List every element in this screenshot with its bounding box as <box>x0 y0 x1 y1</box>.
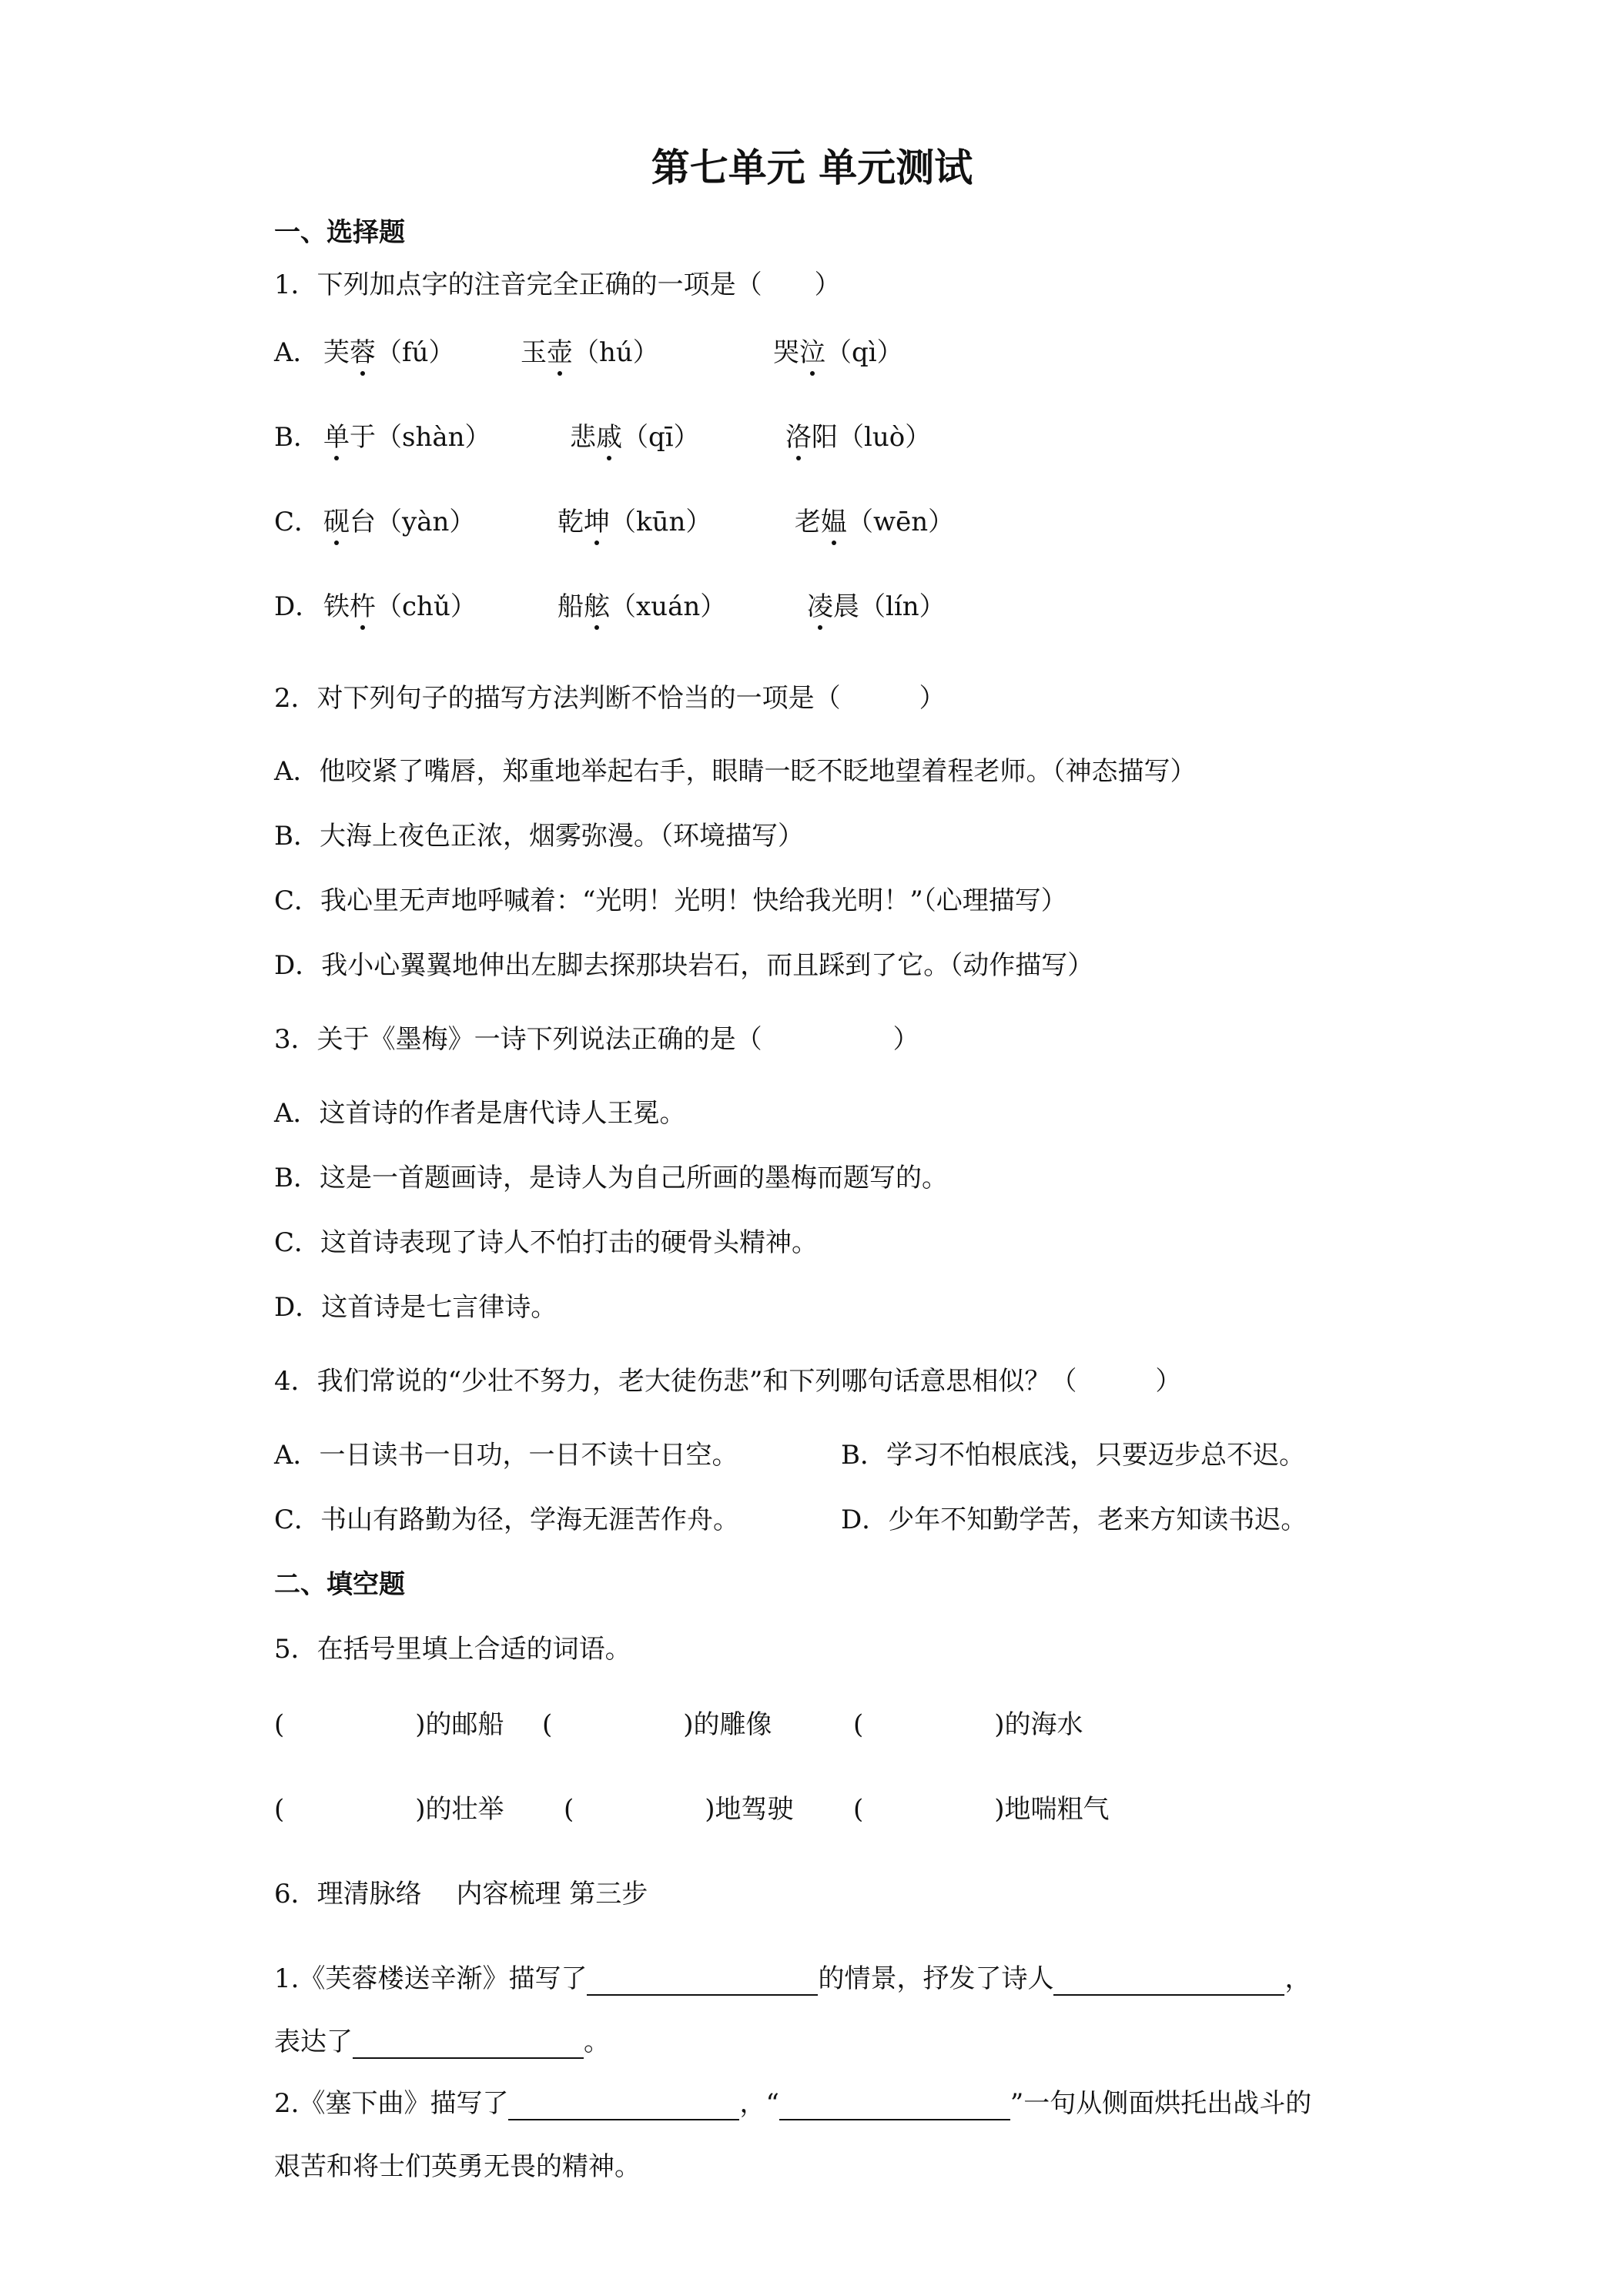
q3-option-d: D．这首诗是七言律诗。 <box>274 1292 558 1323</box>
q6-item-2-line-2: 艰苦和将士们英勇无畏的精神。 <box>274 2151 641 2182</box>
q6-answer-blank[interactable] <box>779 2091 1010 2120</box>
q1-option-d-label: D． <box>274 591 322 622</box>
q4-option-a: A．一日读书一日功，一日不读十日空。 <box>274 1440 738 1471</box>
q6-answer-blank[interactable] <box>353 2030 584 2059</box>
q1-option-c-word-2: 乾坤（kūn） <box>558 507 712 537</box>
question-3-stem: 3．关于《墨梅》一诗下列说法正确的是（ ） <box>274 1024 919 1055</box>
q6-answer-blank[interactable] <box>1053 1966 1284 1996</box>
q4-option-d: D．少年不知勤学苦，老来方知读书迟。 <box>841 1504 1308 1535</box>
q6-answer-blank[interactable] <box>587 1966 818 1996</box>
q1-option-a-word-3: 哭泣（qì） <box>773 337 903 368</box>
q5-blank-3: ( )的海水 <box>853 1709 1083 1740</box>
q5-blank-2: ( )的雕像 <box>542 1709 772 1740</box>
q2-option-d: D．我小心翼翼地伸出左脚去探那块岩石，而且踩到了它。（动作描写） <box>274 950 1094 981</box>
q1-option-a-word-1: 芙蓉（fú） <box>323 337 455 368</box>
q2-option-a: A．他咬紧了嘴唇，郑重地举起右手，眼睛一眨不眨地望着程老师。（神态描写） <box>274 756 1197 787</box>
q6-item-1-line-1: 1.《芙蓉楼送辛渐》描写了 的情景，抒发了诗人 ， <box>274 1963 1311 1994</box>
q1-option-a-label: A． <box>274 337 320 368</box>
section-heading-choice: 一、选择题 <box>274 217 405 248</box>
q3-option-b: B．这是一首题画诗，是诗人为自己所画的墨梅而题写的。 <box>274 1163 948 1193</box>
q5-blank-6: ( )地喘粗气 <box>853 1794 1110 1825</box>
q2-option-b: B．大海上夜色正浓，烟雾弥漫。（环境描写） <box>274 821 804 852</box>
q1-option-b-word-2: 悲戚（qī） <box>570 422 700 453</box>
q6-item-1-line-2: 表达了 。 <box>274 2027 610 2057</box>
q1-option-b-word-1: 单于（shàn） <box>323 422 491 453</box>
q1-option-c-label: C． <box>274 507 321 537</box>
q1-option-d-word-1: 铁杵（chǔ） <box>323 591 477 622</box>
q4-option-b: B．学习不怕根底浅，只要迈步总不迟。 <box>841 1440 1305 1471</box>
q6-answer-blank[interactable] <box>508 2091 739 2120</box>
q5-blank-5: ( )地驾驶 <box>564 1794 794 1825</box>
q1-option-d-word-2: 船舷（xuán） <box>558 591 727 622</box>
page-title: 第七单元 单元测试 <box>651 146 973 190</box>
question-4-stem: 4．我们常说的“少壮不努力，老大徒伤悲”和下列哪句话意思相似？（ ） <box>274 1366 1182 1397</box>
section-heading-fill: 二、填空题 <box>274 1569 405 1600</box>
q1-option-b-label: B． <box>274 422 320 453</box>
q4-option-c: C．书山有路勤为径，学海无涯苦作舟。 <box>274 1504 740 1535</box>
q1-option-c-word-3: 老媪（wēn） <box>795 507 955 537</box>
q5-blank-4: ( )的壮举 <box>274 1794 504 1825</box>
question-1-stem: 1．下列加点字的注音完全正确的一项是（ ） <box>274 269 841 300</box>
q1-option-d-word-3: 凌晨（lín） <box>807 591 946 622</box>
q6-item-2-line-1: 2.《塞下曲》描写了 ，“ ”一句从侧面烘托出战斗的 <box>274 2088 1312 2119</box>
q5-blank-1: ( )的邮船 <box>274 1709 504 1740</box>
question-6-stem: 6．理清脉络 内容梳理 第三步 <box>274 1879 648 1909</box>
q1-option-a-word-2: 玉壶（hú） <box>521 337 659 368</box>
q3-option-a: A．这首诗的作者是唐代诗人王冕。 <box>274 1098 686 1129</box>
question-5-stem: 5．在括号里填上合适的词语。 <box>274 1634 631 1665</box>
q1-option-b-word-3: 洛阳（luò） <box>785 422 932 453</box>
q1-option-c-word-1: 砚台（yàn） <box>323 507 476 537</box>
q2-option-c: C．我心里无声地呼喊着：“光明！光明！快给我光明！”（心理描写） <box>274 885 1067 916</box>
question-2-stem: 2．对下列句子的描写方法判断不恰当的一项是（ ） <box>274 683 946 714</box>
q3-option-c: C．这首诗表现了诗人不怕打击的硬骨头精神。 <box>274 1227 819 1258</box>
